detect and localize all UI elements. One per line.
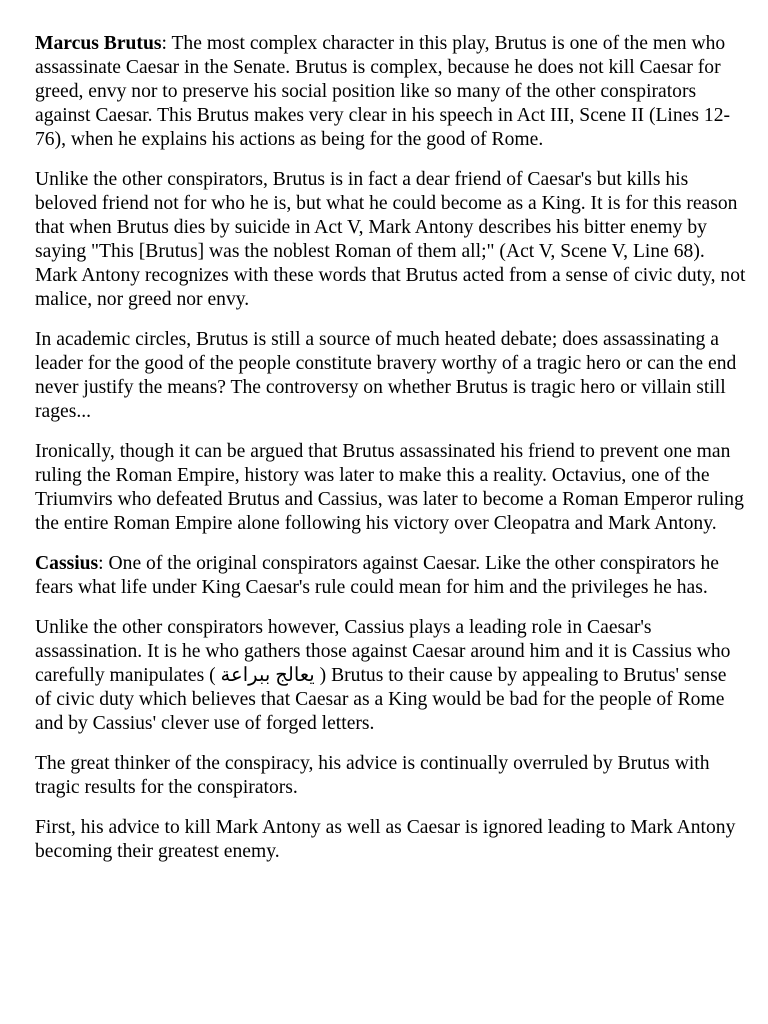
paragraph-marcus-brutus	[35, 32, 747, 152]
paragraph-cassius	[35, 552, 747, 600]
paragraph-text-before: Unlike the other conspirators however, Cassius plays a leading role in Caesar's assassination. It is he who gathers those against Caesar around him and it is Cassius who carefully manipulates (	[35, 617, 731, 686]
paragraph-cassius-role	[35, 616, 747, 736]
paragraph-text: In academic circles, Brutus is still a source of much heated debate; does assassinating a leader for the good of the people constitute bravery worthy of a tragic hero or can the end never justify the means? The controversy on whether Brutus is tragic hero or villain still rages...	[35, 329, 737, 422]
paragraph-text: Ironically, though it can be argued that Brutus assassinated his friend to prevent one man ruling the Roman Empire, history was later to make this a reality. Octavius, one of the Triumvirs who defeated Brutus and Cassius, was later to become a Roman Emperor ruling the entire Roman Empire alone following his victory over Cleopatra and Mark Antony.	[35, 441, 744, 534]
paragraph-great-thinker	[35, 752, 747, 800]
paragraph-academic-debate	[35, 328, 747, 424]
arabic-gloss: يعالج ببراعة	[220, 665, 315, 686]
document-page	[35, 32, 747, 880]
paragraph-text: Unlike the other conspirators, Brutus is in fact a dear friend of Caesar's but kills his beloved friend not for who he is, but what he could become as a King. It is for this reason that when Brutus dies by suicide in Act V, Mark Antony describes his bitter enemy by saying "This [Brutus] was the noblest Roman of them all;" (Act V, Scene V, Line 68). Mark Antony recognizes with these words that Brutus acted from a sense of civic duty, not malice, nor greed nor envy.	[35, 169, 746, 310]
paragraph-first-advice	[35, 816, 747, 864]
paragraph-text: First, his advice to kill Mark Antony as well as Caesar is ignored leading to Mark Antony becoming their greatest enemy.	[35, 817, 736, 862]
term-cassius: Cassius	[35, 553, 99, 574]
paragraph-text-after: ) Brutus to their cause by appealing to Brutus' sense of civic duty which believes that Caesar as a King would be bad for the people of Rome and by Cassius' clever use of forged letters.	[35, 665, 727, 734]
paragraph-brutus-friend	[35, 168, 747, 312]
term-marcus-brutus: Marcus Brutus	[35, 33, 162, 54]
paragraph-irony	[35, 440, 747, 536]
paragraph-text: : One of the original conspirators against Caesar. Like the other conspirators he fears what life under King Caesar's rule could mean for him and the privileges he has.	[35, 553, 720, 598]
paragraph-text: The great thinker of the conspiracy, his advice is continually overruled by Brutus with tragic results for the conspirators.	[35, 753, 710, 798]
paragraph-text: : The most complex character in this play, Brutus is one of the men who assassinate Caesar in the Senate. Brutus is complex, because he does not kill Caesar for greed, envy nor to preserve his social position like so many of the other conspirators against Caesar. This Brutus makes very clear in his speech in Act III, Scene II (Lines 12-76), when he explains his actions as being for the good of Rome.	[35, 33, 731, 150]
